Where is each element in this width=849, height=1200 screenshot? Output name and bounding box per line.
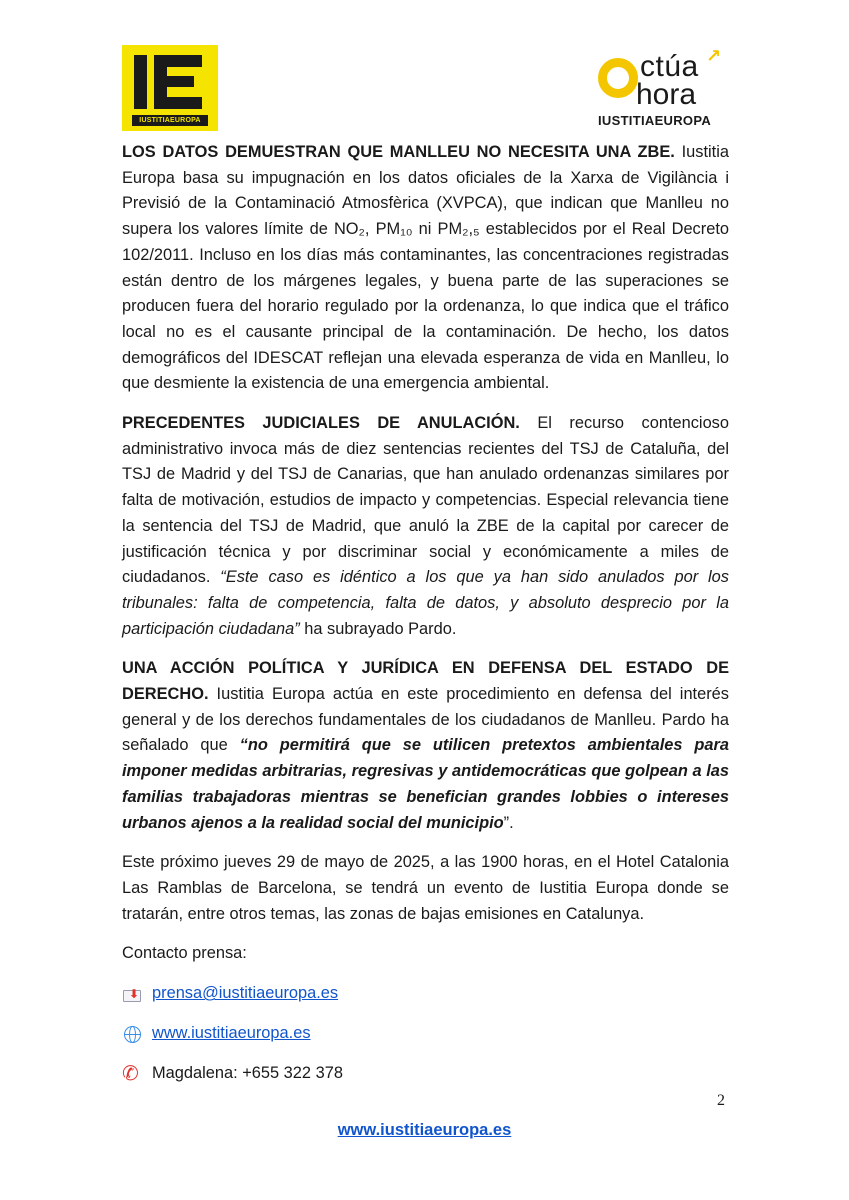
document-body (122, 140, 729, 1101)
logo-right-tag: IUSTITIAEUROPA (598, 113, 712, 128)
contact-phone-row (122, 1061, 729, 1087)
logo-word-2: hora (636, 78, 697, 111)
actua-ahora-logo (598, 46, 728, 132)
quote-pardo-1: “Este caso es idéntico a los que ya han sido anulados por los tribunales: falta de competencia, falta de datos, y absoluto desprecio por la participación ciudadana” (122, 568, 729, 638)
paragraph-event: Este próximo jueves 29 de mayo de 2025, a las 1900 horas, en el Hotel Catalonia Las Ramblas de Barcelona, se tendrá un evento de Iustitia Europa donde se tratarán, entre otros temas, las zonas de bajas emisiones en Catalunya. (122, 853, 729, 923)
phone-text: Magdalena: +655 322 378 (152, 1064, 343, 1083)
logo-left-tag: IUSTITIAEUROPA (132, 115, 208, 126)
heading-data: LOS DATOS DEMUESTRAN QUE MANLLEU NO NECESITA UNA ZBE. (122, 143, 675, 161)
heading-precedents: PRECEDENTES JUDICIALES DE ANULACIÓN. (122, 414, 520, 433)
website-link[interactable]: www.iustitiaeuropa.es (152, 1024, 311, 1043)
contact-title: Contacto prensa: (122, 944, 247, 963)
phone-icon: ✆ (122, 1063, 139, 1086)
logo-word-1: ctúa (640, 50, 699, 83)
paragraph-political-action: UNA ACCIÓN POLÍTICA Y JURÍDICA EN DEFENSA DEL ESTADO DE DERECHO. Iustitia Europa actúa en este procedimiento en defensa del interés general y de los derechos fundamentales de los ciudadanos de Manlleu. Pardo ha señalado que “no permitirá que se utilicen pretextos ambientales para imponer medidas arbitrarias, regresivas y antidemocráticas que golpean a las familias trabajadoras mientras se benefician grandes lobbies o intereses urbanos ajenos a la realidad social del municipio”. (122, 659, 729, 832)
globe-icon (122, 1023, 144, 1045)
contact-website-row (122, 1021, 729, 1047)
mail-download-icon: ⬇ (122, 983, 144, 1005)
paragraph-precedents: PRECEDENTES JUDICIALES DE ANULACIÓN. El recurso contencioso administrativo invoca más de diez sentencias recientes del TSJ de Cataluña, del TSJ de Madrid y del TSJ de Canarias, que han anulado ordenanzas similares por falta de motivación, estudios de impacto y competencias. Especial relevancia tiene la sentencia del TSJ de Madrid, que anuló la ZBE de la capital por carecer de justificación técnica y por discriminar social y económicamente a miles de ciudadanos. “Este caso es idéntico a los que ya han sido anulados por los tribunales: falta de competencia, falta de datos, y absoluto desprecio por la participación ciudadana” ha subrayado Pardo. (122, 414, 729, 638)
footer-website-link[interactable]: www.iustitiaeuropa.es (337, 1121, 512, 1139)
email-link[interactable]: prensa@iustitiaeuropa.es (152, 984, 339, 1003)
paragraph-data: LOS DATOS DEMUESTRAN QUE MANLLEU NO NECESITA UNA ZBE. Iustitia Europa basa su impugnación en los datos oficiales de la Xarxa de Vigilància i Previsió de la Contaminació Atmosfèrica (XVPCA), que indican que Manlleu no supera los valores límite de NO₂, PM₁₀ ni PM₂,₅ establecidos por el Real Decreto 102/2011. Incluso en los días más contaminantes, las concentraciones registradas están dentro de los márgenes legales, y buena parte de las superaciones se producen fuera del horario regulado por la ordenanza, lo que indica que el tráfico local no es el causante principal de la contaminación. De hecho, los datos demográficos del IDESCAT reflejan una elevada esperanza de vida en Manlleu, lo que desmiente la existencia de una emergencia ambiental. (122, 143, 729, 393)
heading-political-action: UNA ACCIÓN POLÍTICA Y JURÍDICA EN DEFENSA DEL ESTADO DE DERECHO. (122, 659, 729, 704)
iustitia-europa-logo (122, 45, 218, 131)
page-number: 2 (717, 1092, 725, 1109)
arrow-up-right-icon: ↗ (706, 46, 722, 66)
quote-pardo-2: “no permitirá que se utilicen pretextos ambientales para imponer medidas arbitrarias, regresivas y antidemocráticas que golpean a las familias trabajadoras mientras se benefician grandes lobbies o intereses urbanos ajenos a la realidad social del municipio (122, 736, 729, 832)
contact-email-row (122, 981, 729, 1007)
logo-ring-icon (598, 58, 638, 98)
